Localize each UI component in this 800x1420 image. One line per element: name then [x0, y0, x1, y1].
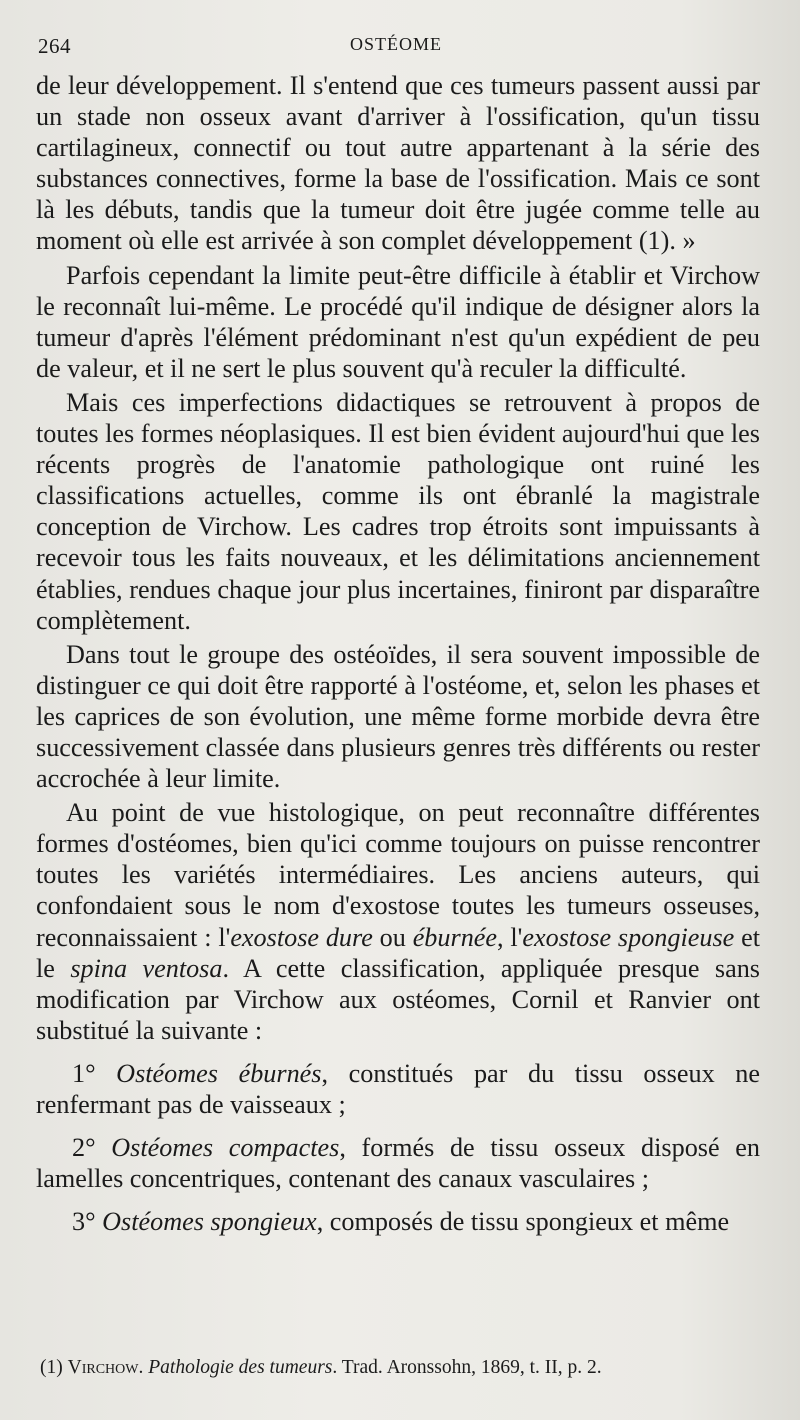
page-number: 264: [38, 34, 71, 58]
footnote-marker: (1): [40, 1357, 63, 1378]
paragraph-osteoides: Dans tout le groupe des ostéoïdes, il sera souvent impossible de distinguer ce qui doit être rapporté à l'ostéome, et, selon les phases et les caprices de son évolution, une même forme morbide devra être successivement classée dans plusieurs genres très différents ou rester accrochée à leur limite.: [36, 639, 760, 794]
list-item: 1° Ostéomes éburnés, constitués par du tissu osseux ne renfermant pas de vaisseaux ;: [36, 1058, 760, 1119]
term-exostose-spongieuse: exostose spongieuse: [522, 922, 735, 952]
term-eburnee: éburnée: [412, 922, 498, 952]
paragraph-continuation: de leur développement. Il s'entend que ces tumeurs passent aussi par un stade non osseux avant d'arriver à l'ossification, qu'un tissu cartilagineux, connectif ou tout autre appartenant à la série des substances connectives, forme la base de l'ossification. Mais ce sont là les débuts, tandis que la tumeur doit être jugée comme telle au moment où elle est arrivée à son complet développement (1). »: [36, 71, 760, 256]
body-text: [36, 70, 760, 1237]
paragraph-didactic-imperfections: Mais ces imperfections didactiques se retrouvent à propos de toutes les formes néoplasiques. Il est bien évident aujourd'hui que les récents progrès de l'anatomie pathologique ont ruiné les classifications actuelles, comme ils ont ébranlé la magistrale conception de Virchow. Les cadres trop étroits sont impuissants à recevoir tous les faits nouveaux, et les délimitations anciennement établies, rendues chaque jour plus incertaines, finiront par disparaître complètement.: [36, 387, 760, 635]
list-term: Ostéomes compactes: [111, 1133, 340, 1163]
list-item: 2° Ostéomes compactes, formés de tissu osseux disposé en lamelles concentriques, contenant des canaux vasculaires ;: [36, 1133, 761, 1194]
footnote-title: Pathologie des tumeurs: [148, 1357, 333, 1378]
running-title: OSTÉOME: [350, 34, 442, 54]
list-number: 3°: [72, 1207, 96, 1237]
footnote-author: Virchow: [67, 1357, 139, 1378]
list-item: 3° Ostéomes spongieux, composés de tissu spongieux et même: [72, 1207, 730, 1237]
term-spina-ventosa: spina ventosa: [70, 953, 223, 983]
list-term: Ostéomes éburnés: [116, 1058, 322, 1088]
footnote: (1) Virchow. Pathologie des tumeurs. Trad. Aronssohn, 1869, t. II, p. 2.: [40, 1357, 602, 1378]
list-number: 2°: [72, 1133, 96, 1163]
term-exostose-dure: exostose dure: [230, 922, 373, 952]
paragraph-virchow-limit: Parfois cependant la limite peut-être difficile à établir et Virchow le reconnaît lui-même. Le procédé qu'il indique de désigner alors la tumeur d'après l'élément prédominant n'est qu'un expédient de peu de valeur, et il ne sert le plus souvent qu'à reculer la difficulté.: [36, 260, 760, 383]
paragraph-histology: Au point de vue histologique, on peut reconnaître différentes formes d'ostéomes, bien qu'ici comme toujours on puisse rencontrer toutes les variétés intermédiaires. Les anciens auteurs, qui confondaient sous le nom d'exostose toutes les tumeurs osseuses, reconnaissaient : l'exostose dure ou éburnée, l'exostose spongieuse et le spina ventosa. A cette classification, appliquée presque sans modification par Virchow aux ostéomes, Cornil et Ranvier ont substitué la suivante :: [36, 798, 761, 1045]
list-term: Ostéomes spongieux: [102, 1207, 317, 1237]
list-number: 1°: [72, 1058, 96, 1088]
footnote-details: . Trad. Aronssohn, 1869, t. II, p. 2.: [332, 1357, 602, 1378]
page-header: [38, 34, 754, 60]
